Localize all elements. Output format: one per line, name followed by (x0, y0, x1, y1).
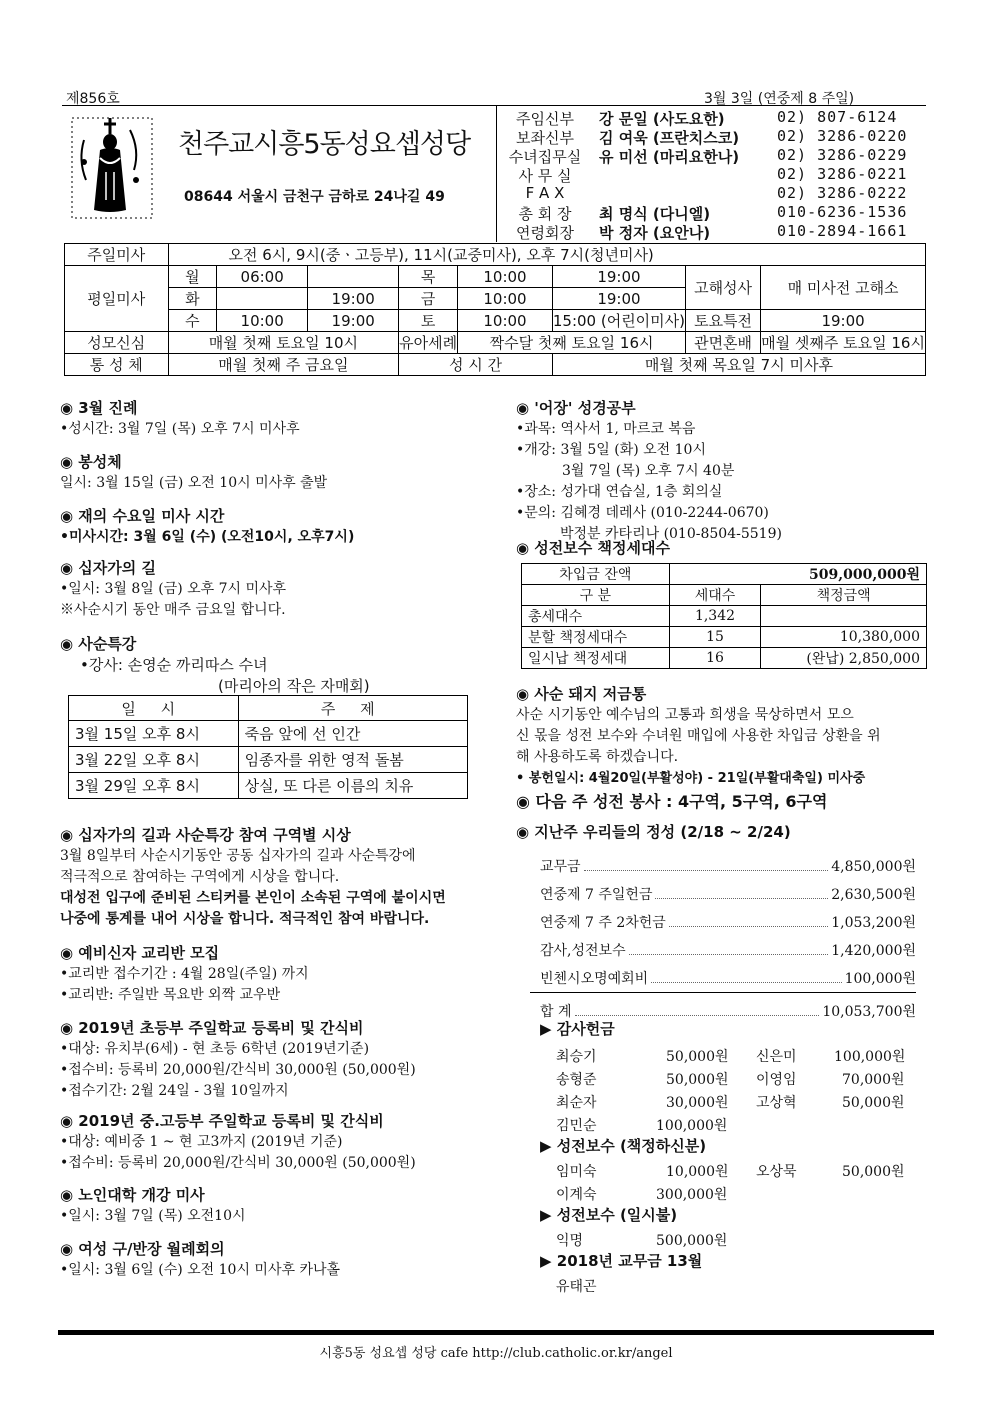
renovation-fund-table: 차입금 잔액 509,000,000원 구 분 세대수 책정금액 총세대수 1,342 분할 책정세대수 15 10,380,000 일시납 책정세대 16 (완납) 2,850,000 (521, 563, 927, 669)
thanks-offering-title: ▶ 감사헌금 (540, 1020, 615, 1038)
donor-amount: 50,000원 (842, 1164, 905, 1180)
donor-amount: 50,000원 (666, 1072, 729, 1088)
lecture-table: 일 시 주 제 3월 15일 오후 8시 죽음 앞에 선 인간 3월 22일 오후 8시 임종자를 위한 영적 돌봄 3월 29일 오후 8시 상실, 또 다른 이름의 치유 (68, 695, 468, 799)
list-item: 연중제 7 주 2차헌금 1,053,200원 (540, 915, 916, 931)
section-renovation-households: ◉ 성전보수 책정세대수 (516, 539, 670, 557)
donor-amount: 10,000원 (666, 1164, 729, 1180)
confession-label: 고해성사 (686, 266, 761, 310)
donor-amount: 300,000원 (656, 1187, 728, 1203)
donor-amount: 70,000원 (842, 1072, 905, 1088)
renovation-lump-sum-title: ▶ 성전보수 (일시불) (540, 1206, 678, 1224)
footer-rule (58, 1330, 934, 1335)
donor-amount: 50,000원 (666, 1049, 729, 1065)
renovation-pledged-title: ▶ 성전보수 (책정하신분) (540, 1137, 707, 1155)
list-item: 감사,성전보수 1,420,000원 (540, 943, 916, 959)
table-row: 3월 22일 오후 8시 임종자를 위한 영적 돌봄 (69, 747, 468, 773)
donor-name: 이영임 (756, 1072, 797, 1088)
section-next-service: ◉ 다음 주 성전 봉사 : 4구역, 5구역, 6구역 (516, 792, 828, 811)
section-stations-cross: ◉ 십자가의 길 •일시: 3월 8일 (금) 오후 7시 미사후 ※사순시기 동안 매주 금요일 합니다. (60, 559, 287, 618)
section-women-meeting: ◉ 여성 구/반장 월례회의 •일시: 3월 6일 (수) 오전 10시 미사후 카나홀 (60, 1240, 341, 1278)
donor-name: 이계숙 (556, 1187, 597, 1203)
section-lent-lecture: ◉ 사순특강 •강사: 손영순 까리따스 수녀 (마리아의 작은 자매회) (60, 635, 370, 695)
donor-name: 최순자 (556, 1095, 597, 1111)
donor-amount: 50,000원 (842, 1095, 905, 1111)
sunday-mass-label: 주일미사 (65, 244, 169, 266)
donor-name: 임미숙 (556, 1164, 597, 1180)
contact-list: 주임신부 강 문일 (사도요한) 02) 807-6124 보좌신부 김 여욱 (프란치스코) 02) 3286-0220 수녀집무실 유 미선 (마리요한나) 02) 3286-0229 사 무 실 02) 3286-0221 F A X 02) 3286-0222 총 회 장 최 명식 (다니엘) 010-6236-1536 연령회장 박 정자 (요안나) 010-2894-1661 (496, 106, 927, 242)
sunday-mass-times: 오전 6시, 9시(중ㆍ고등부), 11시(교중미사), 오후 7시(청년미사) (168, 244, 925, 266)
donor-name: 신은미 (756, 1049, 797, 1065)
donor-name: 최승기 (556, 1049, 597, 1065)
list-item: 빈첸시오명예회비 100,000원 (540, 971, 916, 987)
parish-address: 08644 서울시 금천구 금하로 24나길 49 (184, 189, 445, 205)
adoration-label: 통 성 체 (65, 354, 169, 376)
donor-amount: 100,000원 (656, 1118, 728, 1134)
section-bible-study: ◉ '어장' 성경공부 •과목: 역사서 1, 마르코 복음 •개강: 3월 5일 (화) 오전 10시 3월 7일 (목) 오후 7시 40분 •장소: 성가대 연습실, 1층 회의실 •문의: 김혜경 데레사 (010-2244-0670) 박정분 카타리나 (010-8504-5519) (516, 399, 782, 542)
table-row: 총세대수 1,342 (522, 606, 927, 627)
list-item: 연중제 7 주일헌금 2,630,500원 (540, 887, 916, 903)
donor-name: 고상혁 (756, 1095, 797, 1111)
mary-devotion-label: 성모신심 (65, 332, 169, 354)
section-offerings: ◉ 지난주 우리들의 정성 (2/18 ~ 2/24) (516, 823, 791, 841)
footer-cafe-link[interactable]: 시흥5동 성요셉 성당 cafe http://club.catholic.or.kr/angel (319, 1346, 673, 1361)
parish-name: 천주교시흥5동성요셉성당 (178, 129, 471, 160)
mass-schedule-table: 주일미사 오전 6시, 9시(중ㆍ고등부), 11시(교중미사), 오후 7시(청년미사) 평일미사 월 06:00 목 10:00 19:00 고해성사 매 미사전 고해소 화 19:00 금 10:00 19:00 수 10:00 19:00 토 10:00 15:00 (어린이미사) 토요특전 19:00 성모신심 매월 첫째 토요일 10시 유아세례 짝수달 첫째 토요일 16시 관면혼배 매월 셋째주 토요일 16시 통 성 체 매월 첫째 주 금요일 성 시 간 매월 첫째 목요일 7시 미사후 (64, 243, 926, 376)
section-march-devotion: ◉ 3월 진례 •성시간: 3월 7일 (목) 오후 7시 미사후 (60, 399, 300, 437)
issue-date: 3월 3일 (연중제 8 주일) (704, 91, 855, 107)
weekday-mass-label: 평일미사 (65, 266, 169, 332)
donor-amount: 500,000원 (656, 1233, 728, 1249)
donor-name: 오상묵 (756, 1164, 797, 1180)
list-item: 교무금 4,850,000원 (540, 859, 916, 875)
section-catechumen: ◉ 예비신자 교리반 모집 •교리반 접수기간 : 4월 28일(주일) 까지 •교리반: 주일반 목요반 외짝 교우반 (60, 944, 309, 1003)
issue-number: 제856호 (66, 91, 120, 107)
donor-name: 유태곤 (556, 1279, 597, 1295)
section-piggy-bank: ◉ 사순 돼지 저금통 사순 시기동안 예수님의 고통과 희생을 묵상하면서 모으 신 몫을 성전 보수와 수녀원 매입에 사용한 차입금 상환을 위 해 사용하도록 하겠습니다. • 봉헌일시: 4월20일(부활성야) - 21일(부활대축일) 미사중 (516, 685, 881, 786)
table-row: 3월 15일 오후 8시 죽음 앞에 선 인간 (69, 721, 468, 747)
offering-ledger (540, 848, 916, 1021)
section-elementary-school: ◉ 2019년 초등부 주일학교 등록비 및 간식비 •대상: 유치부(6세) - 현 초등 6학년 (2019년기준) •접수비: 등록비 20,000원/간식비 30,000원 (50,000원) •접수기간: 2월 24일 - 3월 10일까지 (60, 1019, 416, 1099)
section-middle-high-school: ◉ 2019년 중.고등부 주일학교 등록비 및 간식비 •대상: 예비중 1 ~ 현 고3까지 (2019년 기준) •접수비: 등록비 20,000원/간식비 30,000원 (50,000원) (60, 1112, 416, 1171)
st-joseph-logo-icon (70, 110, 156, 222)
table-row: 일시납 책정세대 16 (완납) 2,850,000 (522, 648, 927, 669)
table-row: 3월 29일 오후 8시 상실, 또 다른 이름의 치유 (69, 773, 468, 799)
confession-note: 매 미사전 고해소 (761, 266, 926, 310)
section-communion-sick: ◉ 봉성체 일시: 3월 15일 (금) 오전 10시 미사후 출발 (60, 453, 328, 491)
donor-amount: 30,000원 (666, 1095, 729, 1111)
section-ash-wednesday: ◉ 재의 수요일 미사 시간 •미사시간: 3월 6일 (수) (오전10시, 오후7시) (60, 507, 355, 545)
donor-name: 김민순 (556, 1118, 597, 1134)
table-row: 분할 책정세대수 15 10,380,000 (522, 627, 927, 648)
donor-name: 송형준 (556, 1072, 597, 1088)
ledger-total: 합 계 10,053,700원 (540, 1004, 916, 1020)
dues-13th-month-title: ▶ 2018년 교무금 13월 (540, 1252, 703, 1270)
donor-name: 익명 (556, 1233, 584, 1249)
section-senior-college: ◉ 노인대학 개강 미사 •일시: 3월 7일 (목) 오전10시 (60, 1186, 246, 1224)
donor-amount: 100,000원 (834, 1049, 906, 1065)
section-district-award: ◉ 십자가의 길과 사순특강 참여 구역별 시상 3월 8일부터 사순시기동안 공동 십자가의 길과 사순특강에 적극적으로 참여하는 구역에게 시상을 합니다. 대성전 입구에 준비된 스티커를 본인이 소속된 구역에 붙이시면 나중에 통계를 내어 시상을 합니다. 적극적인 참여 바랍니다. (60, 826, 446, 927)
